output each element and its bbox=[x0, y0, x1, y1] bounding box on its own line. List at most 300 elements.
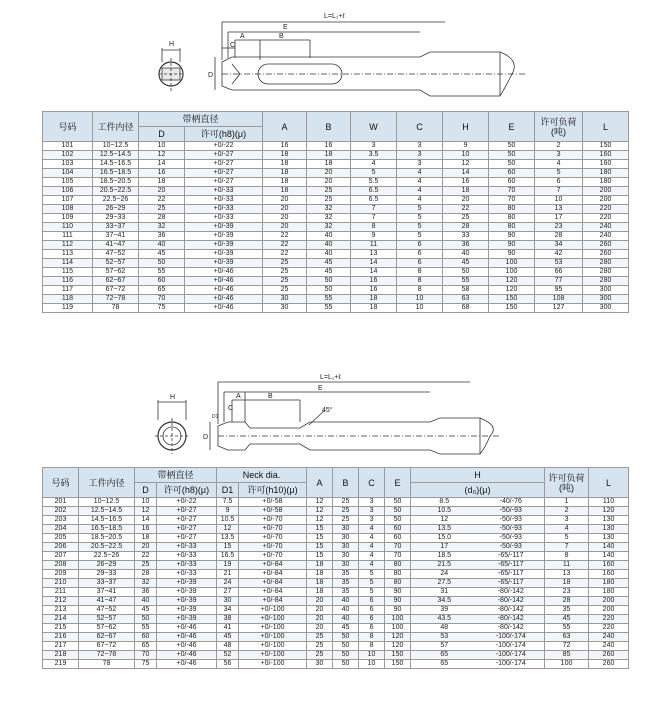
table-cell: 45 bbox=[307, 259, 351, 268]
header-a-2: A bbox=[307, 468, 333, 498]
table-cell: 53 bbox=[535, 259, 583, 268]
table-cell: 16 bbox=[135, 525, 157, 534]
table-cell: 3 bbox=[359, 516, 385, 525]
table-cell: 180 bbox=[583, 178, 629, 187]
table-cell: 210 bbox=[43, 579, 79, 588]
table-cell: 18 bbox=[307, 561, 333, 570]
table-cell: 18 bbox=[139, 178, 185, 187]
header-w: W bbox=[351, 112, 397, 142]
table-cell: +0/-46 bbox=[185, 277, 263, 286]
table-cell: 55 bbox=[307, 295, 351, 304]
length-formula-2: L=L₁+ℓ bbox=[320, 374, 341, 381]
table-cell: 32 bbox=[307, 223, 351, 232]
table-cell: 160 bbox=[583, 160, 629, 169]
table-cell: 16.5~18.5 bbox=[79, 525, 135, 534]
table-cell: +0/-100 bbox=[239, 633, 307, 642]
dim-d-2: D bbox=[203, 434, 209, 441]
table-cell: +0/-27 bbox=[185, 178, 263, 187]
h-value: 43.5 bbox=[437, 615, 452, 622]
table-cell: 25 bbox=[333, 507, 359, 516]
table-cell: 40 bbox=[307, 241, 351, 250]
table-cell: 70 bbox=[489, 187, 535, 196]
table-cell: 55 bbox=[545, 624, 589, 633]
table-cell: 240 bbox=[589, 642, 629, 651]
table-cell: 23 bbox=[545, 588, 589, 597]
table-cell bbox=[411, 498, 545, 507]
tool-drawing-2 bbox=[0, 370, 662, 466]
table-cell: 18 bbox=[135, 534, 157, 543]
table-cell: 300 bbox=[583, 304, 629, 313]
table-cell: 34 bbox=[535, 241, 583, 250]
table-cell: 220 bbox=[589, 615, 629, 624]
table-cell: 240 bbox=[583, 223, 629, 232]
table-cell: 130 bbox=[589, 525, 629, 534]
table-row bbox=[43, 498, 629, 507]
h-value: 65 bbox=[440, 651, 449, 658]
table-cell: 120 bbox=[385, 642, 411, 651]
table-cell: 220 bbox=[583, 205, 629, 214]
table-cell: 209 bbox=[43, 570, 79, 579]
table-cell: 5 bbox=[359, 588, 385, 597]
table-cell: 218 bbox=[43, 651, 79, 660]
table-cell: 40 bbox=[333, 597, 359, 606]
table-cell: 32 bbox=[135, 579, 157, 588]
header-e: E bbox=[489, 112, 535, 142]
table-row bbox=[43, 543, 629, 552]
table-cell: 13 bbox=[351, 250, 397, 259]
table-cell: 220 bbox=[583, 214, 629, 223]
h-value: 13.5 bbox=[437, 525, 452, 532]
table-row bbox=[43, 142, 629, 151]
table-cell: 50 bbox=[139, 259, 185, 268]
table-cell: 22 bbox=[263, 241, 307, 250]
table-cell: 6 bbox=[397, 241, 443, 250]
spec-table-1 bbox=[42, 111, 629, 313]
table-cell: 90 bbox=[489, 250, 535, 259]
table-row bbox=[43, 525, 629, 534]
table-cell: 15 bbox=[307, 552, 333, 561]
table-cell: 8 bbox=[359, 633, 385, 642]
table-cell: 25 bbox=[307, 633, 333, 642]
header-neck-2: Neck dia. bbox=[217, 468, 307, 483]
table-cell: 55 bbox=[307, 304, 351, 313]
dim-a-1: A bbox=[240, 33, 245, 40]
table-cell: 280 bbox=[583, 277, 629, 286]
table-cell: 28 bbox=[535, 232, 583, 241]
table-cell bbox=[411, 543, 545, 552]
table-cell: 75 bbox=[139, 304, 185, 313]
table-cell: 95 bbox=[535, 286, 583, 295]
table-cell: 25 bbox=[333, 516, 359, 525]
table-cell: 18 bbox=[263, 187, 307, 196]
table-cell: +0/-100 bbox=[239, 606, 307, 615]
table-cell: 16 bbox=[443, 178, 489, 187]
table-cell: 7.5 bbox=[217, 498, 239, 507]
h-tolerance: -80/-142 bbox=[497, 588, 524, 595]
table-cell: 19 bbox=[217, 561, 239, 570]
table-cell: +0/-33 bbox=[185, 205, 263, 214]
table-cell: 20 bbox=[263, 196, 307, 205]
table-row bbox=[43, 205, 629, 214]
table-cell: 21 bbox=[217, 570, 239, 579]
header-tol2-2: 许可(h10)(μ) bbox=[239, 483, 307, 498]
table-cell: +0/-100 bbox=[239, 624, 307, 633]
header-no-2: 号码 bbox=[43, 468, 79, 498]
table-cell: 120 bbox=[385, 633, 411, 642]
table-cell: 160 bbox=[583, 151, 629, 160]
table-cell: 80 bbox=[489, 214, 535, 223]
table-cell: 55 bbox=[139, 268, 185, 277]
header-l: L bbox=[583, 112, 629, 142]
table-cell: 22 bbox=[443, 205, 489, 214]
table-cell: 70 bbox=[489, 196, 535, 205]
table-row bbox=[43, 534, 629, 543]
table-cell: 35 bbox=[545, 606, 589, 615]
table-cell: 7 bbox=[351, 205, 397, 214]
table-cell: 13.5 bbox=[217, 534, 239, 543]
h-value: 8.5 bbox=[439, 498, 450, 505]
dim-d-1: D bbox=[208, 72, 214, 79]
table-cell: 25 bbox=[263, 286, 307, 295]
table-cell: 5 bbox=[359, 579, 385, 588]
table-cell: 14 bbox=[139, 160, 185, 169]
table-cell: 37~41 bbox=[79, 588, 135, 597]
dim-e-2: E bbox=[318, 385, 323, 392]
table-cell: 60 bbox=[385, 525, 411, 534]
table-cell: 27 bbox=[217, 588, 239, 597]
table-cell: 10 bbox=[397, 295, 443, 304]
header-range: 工件内径 bbox=[93, 112, 139, 142]
table-row bbox=[43, 642, 629, 651]
table-cell: 9 bbox=[217, 507, 239, 516]
header-h: H bbox=[443, 112, 489, 142]
h-value: 48 bbox=[440, 624, 449, 631]
table-cell: 72 bbox=[545, 642, 589, 651]
table-row bbox=[43, 250, 629, 259]
table-cell: 100 bbox=[385, 615, 411, 624]
table-cell: 65 bbox=[139, 286, 185, 295]
table-cell: +0/-100 bbox=[239, 651, 307, 660]
table-cell: 67~72 bbox=[93, 286, 139, 295]
table-cell: 108 bbox=[43, 205, 93, 214]
table-cell: 58 bbox=[443, 286, 489, 295]
table-cell: +0/-39 bbox=[157, 606, 217, 615]
table-cell: 70 bbox=[139, 295, 185, 304]
table-cell: 90 bbox=[385, 597, 411, 606]
table-cell: 28 bbox=[443, 223, 489, 232]
table-cell: 260 bbox=[589, 660, 629, 669]
table-cell: 9 bbox=[351, 232, 397, 241]
table-cell: 20 bbox=[263, 214, 307, 223]
table-row bbox=[43, 169, 629, 178]
table-cell: 15 bbox=[217, 543, 239, 552]
table-cell: 72~78 bbox=[79, 651, 135, 660]
table-cell: 150 bbox=[489, 295, 535, 304]
table-cell: +0/-39 bbox=[185, 232, 263, 241]
h-tolerance: -40/-76 bbox=[499, 498, 522, 505]
table-cell: 30 bbox=[307, 660, 333, 669]
table-row bbox=[43, 277, 629, 286]
header-e-2: E bbox=[385, 468, 411, 498]
table-row bbox=[43, 295, 629, 304]
table-cell: 25 bbox=[139, 205, 185, 214]
table-cell: 16 bbox=[351, 286, 397, 295]
table-cell: 213 bbox=[43, 606, 79, 615]
table-cell: 240 bbox=[589, 633, 629, 642]
table-cell: 103 bbox=[43, 160, 93, 169]
table-cell: 212 bbox=[43, 597, 79, 606]
table-cell: 200 bbox=[589, 606, 629, 615]
header-tol: 许可(h8)(μ) bbox=[185, 127, 263, 142]
table-cell: 40 bbox=[333, 615, 359, 624]
table-cell: +0/-39 bbox=[185, 259, 263, 268]
table-cell: +0/-27 bbox=[185, 169, 263, 178]
table-cell: 150 bbox=[583, 142, 629, 151]
dim-h-2: H bbox=[170, 394, 176, 401]
table-cell: 30 bbox=[263, 295, 307, 304]
table-cell: 90 bbox=[385, 606, 411, 615]
table-cell: 67~72 bbox=[79, 642, 135, 651]
table-cell: 5 bbox=[535, 169, 583, 178]
table-cell: 5 bbox=[397, 214, 443, 223]
header-load: 许可负荷(吨) bbox=[535, 112, 583, 142]
table-cell: 40 bbox=[333, 606, 359, 615]
table-cell: 180 bbox=[589, 579, 629, 588]
table-cell: 211 bbox=[43, 588, 79, 597]
table-cell: 40 bbox=[307, 232, 351, 241]
table-cell bbox=[411, 507, 545, 516]
table-cell: 120 bbox=[489, 286, 535, 295]
table-cell: 20 bbox=[263, 223, 307, 232]
table-cell: 15 bbox=[307, 543, 333, 552]
table-row bbox=[43, 624, 629, 633]
table-cell: 216 bbox=[43, 633, 79, 642]
table-cell bbox=[411, 525, 545, 534]
h-tolerance: -80/-142 bbox=[497, 606, 524, 613]
h-tolerance: -80/-142 bbox=[497, 597, 524, 604]
table-cell: 18 bbox=[351, 295, 397, 304]
table-cell: 108 bbox=[535, 295, 583, 304]
table-cell: 35 bbox=[333, 579, 359, 588]
table-cell: 38 bbox=[217, 615, 239, 624]
h-tolerance: -50/-93 bbox=[499, 534, 522, 541]
table-cell: 50 bbox=[333, 633, 359, 642]
table-cell: 12.5~14.5 bbox=[93, 151, 139, 160]
table-cell: 23 bbox=[535, 223, 583, 232]
header-a: A bbox=[263, 112, 307, 142]
table-row bbox=[43, 606, 629, 615]
table-cell: 30 bbox=[333, 525, 359, 534]
table-row bbox=[43, 151, 629, 160]
table-cell bbox=[411, 552, 545, 561]
table-row bbox=[43, 552, 629, 561]
table-cell: 60 bbox=[385, 534, 411, 543]
table-cell: 18 bbox=[307, 570, 333, 579]
table-1-body bbox=[43, 142, 629, 313]
table-row bbox=[43, 187, 629, 196]
table-cell: 300 bbox=[583, 295, 629, 304]
table-row bbox=[43, 286, 629, 295]
table-cell: 4 bbox=[359, 561, 385, 570]
table-cell: 4 bbox=[397, 178, 443, 187]
table-cell: 36 bbox=[139, 232, 185, 241]
table-cell: 20 bbox=[307, 606, 333, 615]
table-cell: 16 bbox=[351, 277, 397, 286]
table-cell: 33~37 bbox=[93, 223, 139, 232]
table-cell: 50 bbox=[333, 651, 359, 660]
table-cell: 72~78 bbox=[93, 295, 139, 304]
table-row bbox=[43, 507, 629, 516]
table-cell: 217 bbox=[43, 642, 79, 651]
table-row bbox=[43, 232, 629, 241]
table-cell: 140 bbox=[589, 552, 629, 561]
table-cell: 8 bbox=[397, 286, 443, 295]
table-cell: 34 bbox=[217, 606, 239, 615]
table-cell: 111 bbox=[43, 232, 93, 241]
table-cell: 25 bbox=[263, 259, 307, 268]
table-cell: 120 bbox=[589, 507, 629, 516]
h-value: 65 bbox=[440, 660, 449, 667]
table-cell: 70 bbox=[385, 543, 411, 552]
table-cell: 20 bbox=[307, 178, 351, 187]
table-row bbox=[43, 588, 629, 597]
table-cell bbox=[411, 606, 545, 615]
table-cell: +0/-33 bbox=[157, 552, 217, 561]
table-cell: 52~57 bbox=[79, 615, 135, 624]
table-cell: 25 bbox=[333, 498, 359, 507]
table-cell: +0/-33 bbox=[185, 214, 263, 223]
table-row bbox=[43, 633, 629, 642]
tool-drawing-1 bbox=[0, 0, 662, 110]
table-cell: 16 bbox=[307, 142, 351, 151]
table-cell: 14 bbox=[351, 259, 397, 268]
table-cell: 12 bbox=[307, 507, 333, 516]
table-cell: 5 bbox=[397, 223, 443, 232]
table-cell: 18.5~20.5 bbox=[93, 178, 139, 187]
table-cell: 35 bbox=[333, 588, 359, 597]
table-cell: 70 bbox=[385, 552, 411, 561]
table-cell: 62~67 bbox=[93, 277, 139, 286]
table-cell: 16.5 bbox=[217, 552, 239, 561]
table-cell: 33 bbox=[443, 232, 489, 241]
table-row bbox=[43, 660, 629, 669]
dim-c-1: C bbox=[230, 42, 236, 49]
table-cell: 12 bbox=[217, 525, 239, 534]
table-cell: 16.5~18.5 bbox=[93, 169, 139, 178]
table-cell: 30 bbox=[333, 543, 359, 552]
table-cell: +0/-27 bbox=[157, 507, 217, 516]
table-cell: 3 bbox=[397, 160, 443, 169]
table-row bbox=[43, 651, 629, 660]
table-cell: 52~57 bbox=[93, 259, 139, 268]
table-cell: 180 bbox=[583, 169, 629, 178]
table-cell bbox=[411, 624, 545, 633]
table-cell: +0/-39 bbox=[157, 579, 217, 588]
table-cell: 56 bbox=[217, 660, 239, 669]
table-cell: +0/-22 bbox=[185, 142, 263, 151]
table-cell: 10 bbox=[443, 151, 489, 160]
table-cell: 105 bbox=[43, 178, 93, 187]
table-cell: 160 bbox=[589, 570, 629, 579]
spec-table-2 bbox=[42, 467, 629, 669]
table-cell: +0/-33 bbox=[157, 570, 217, 579]
table-cell: 26~29 bbox=[93, 205, 139, 214]
table-cell: 4 bbox=[359, 552, 385, 561]
table-cell: 10 bbox=[359, 651, 385, 660]
table-cell: +0/-27 bbox=[157, 516, 217, 525]
table-cell bbox=[411, 633, 545, 642]
table-cell: 30 bbox=[263, 304, 307, 313]
table-cell: 207 bbox=[43, 552, 79, 561]
table-cell: 75 bbox=[135, 660, 157, 669]
dim-b-1: B bbox=[279, 33, 284, 40]
table-row bbox=[43, 214, 629, 223]
table-cell: 40 bbox=[307, 250, 351, 259]
h-tolerance: -100/-174 bbox=[495, 633, 526, 640]
table-cell: 1 bbox=[545, 498, 589, 507]
table-cell: 42 bbox=[535, 250, 583, 259]
table-cell: +0/-27 bbox=[185, 151, 263, 160]
table-cell: 20 bbox=[307, 624, 333, 633]
table-cell: 4 bbox=[545, 525, 589, 534]
table-cell: 29~33 bbox=[93, 214, 139, 223]
table-cell: +0/-46 bbox=[185, 295, 263, 304]
table-cell: 65 bbox=[135, 642, 157, 651]
table-row bbox=[43, 579, 629, 588]
table-cell: +0/-70 bbox=[239, 543, 307, 552]
h-value: 21.5 bbox=[437, 561, 452, 568]
table-cell bbox=[411, 597, 545, 606]
table-cell: 18 bbox=[307, 579, 333, 588]
table-row bbox=[43, 561, 629, 570]
table-cell: 260 bbox=[583, 250, 629, 259]
table-cell: 127 bbox=[535, 304, 583, 313]
header-shank: 带柄直径 bbox=[139, 112, 263, 127]
table-cell: 106 bbox=[43, 187, 93, 196]
table-cell: +0/-100 bbox=[239, 642, 307, 651]
table-cell: 119 bbox=[43, 304, 93, 313]
h-value: 18.5 bbox=[437, 552, 452, 559]
table-cell: 22.5~26 bbox=[79, 552, 135, 561]
table-cell: 45 bbox=[135, 606, 157, 615]
table-cell: 90 bbox=[489, 232, 535, 241]
table-cell: 48 bbox=[217, 642, 239, 651]
table-cell: 3 bbox=[397, 151, 443, 160]
table-row bbox=[43, 304, 629, 313]
table-cell: 25 bbox=[263, 277, 307, 286]
table-cell: 140 bbox=[589, 543, 629, 552]
table-cell: 45 bbox=[333, 624, 359, 633]
table-cell: 18 bbox=[351, 304, 397, 313]
table-cell: 18.5~20.5 bbox=[79, 534, 135, 543]
h-tolerance: -65/-117 bbox=[497, 552, 524, 559]
table-cell: 30 bbox=[217, 597, 239, 606]
table-cell: +0/-33 bbox=[185, 196, 263, 205]
table-cell: 3 bbox=[359, 507, 385, 516]
table-cell: 32 bbox=[307, 205, 351, 214]
header-d1-2: D1 bbox=[217, 483, 239, 498]
table-cell: +0/-100 bbox=[239, 660, 307, 669]
table-cell: 20 bbox=[307, 615, 333, 624]
table-cell: 5 bbox=[545, 534, 589, 543]
table-cell: 57~62 bbox=[79, 624, 135, 633]
table-cell: 12 bbox=[443, 160, 489, 169]
table-cell: +0/-58 bbox=[239, 498, 307, 507]
table-cell: 6.5 bbox=[351, 187, 397, 196]
table-cell: 50 bbox=[443, 268, 489, 277]
table-cell: 8 bbox=[351, 223, 397, 232]
table-cell: 16 bbox=[139, 169, 185, 178]
